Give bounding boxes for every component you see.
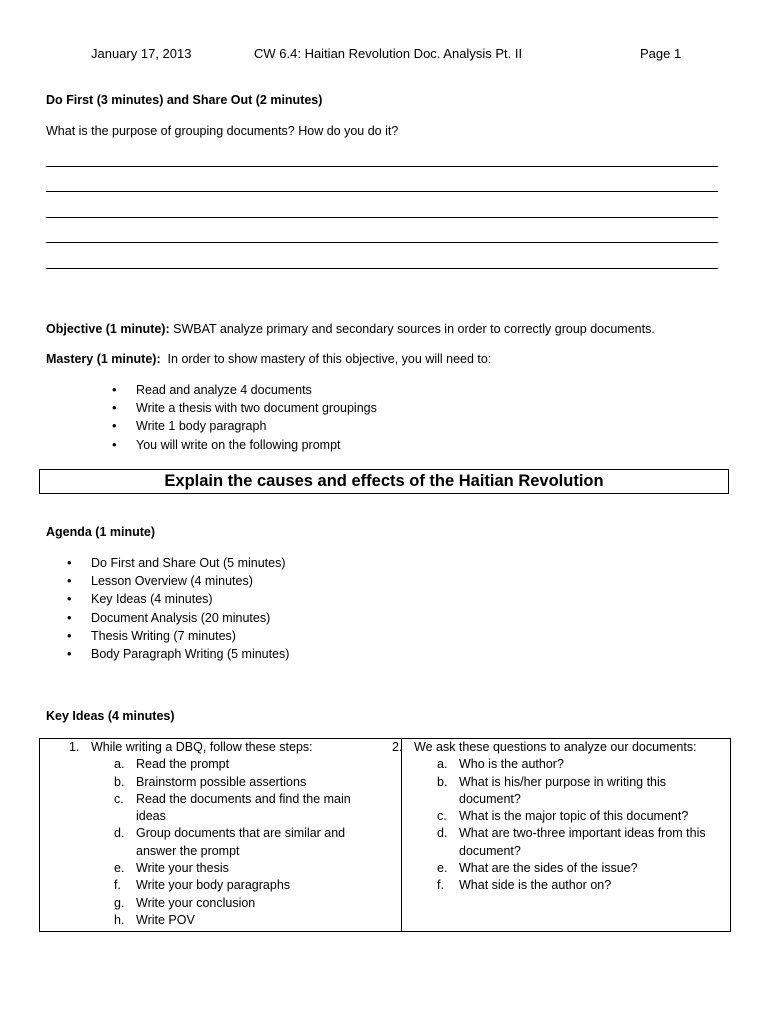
list-item: • Body Paragraph Writing (5 minutes) [91,645,289,663]
right-cell-number: 2. [392,740,403,754]
objective-text: SWBAT analyze primary and secondary sources in order to correctly group documents. [169,322,655,336]
list-item: d. Group documents that are similar and answer the prompt [114,826,346,858]
answer-line-1[interactable] [46,166,718,167]
list-item: d. What are two-three important ideas from this document? [437,826,706,858]
mastery [46,352,491,366]
prompt-box [39,469,729,494]
list-item: • Document Analysis (20 minutes) [91,609,289,627]
list-item: b. What is his/her purpose in writing this document? [437,774,667,806]
list-item: h. Write POV [114,912,195,927]
left-cell-title [69,739,391,756]
list-item: • Write a thesis with two document groupings [136,399,377,417]
do-first-heading: Do First (3 minutes) and Share Out (2 minutes) [46,93,323,107]
list-item: c. Read the documents and find the main ideas [114,791,351,824]
left-cell-number: 1. [69,740,80,754]
dbq-steps-list [114,756,366,929]
prompt-text: Explain the causes and effects of the Haitian Revolution [164,472,604,490]
list-item: • Key Ideas (4 minutes) [91,590,289,608]
objective-label: Objective (1 minute): [46,322,170,336]
list-item: c. What is the major topic of this document? [437,809,689,824]
key-ideas-right-cell [392,739,724,895]
key-ideas-table [39,738,731,932]
list-item: • Read and analyze 4 documents [136,381,377,399]
header-page-number: Page 1 [640,46,682,61]
list-item: • Write 1 body paragraph [136,417,377,435]
list-item: • Thesis Writing (7 minutes) [91,627,289,645]
list-item: b. Brainstorm possible assertions [114,774,307,789]
list-item: e. Write your thesis [114,861,229,876]
table-divider [401,739,402,931]
mastery-list [136,381,377,454]
answer-line-4[interactable] [46,242,718,243]
analysis-questions-list [437,756,727,894]
list-item: • Lesson Overview (4 minutes) [91,572,289,590]
answer-line-2[interactable] [46,191,718,192]
key-ideas-left-cell [69,739,391,929]
mastery-text: In order to show mastery of this objective, you will need to: [160,352,492,366]
right-cell-title-text: We ask these questions to analyze our documents: [414,740,697,754]
header-title: CW 6.4: Haitian Revolution Doc. Analysis Pt. II [254,46,523,61]
list-item: f. Write your body paragraphs [114,878,291,893]
list-item: g. Write your conclusion [114,895,256,910]
answer-line-3[interactable] [46,217,718,218]
mastery-label: Mastery (1 minute): [46,352,161,366]
agenda-list [91,554,289,663]
key-ideas-heading: Key Ideas (4 minutes) [46,709,175,723]
list-item: e. What are the sides of the issue? [437,861,638,876]
do-first-question: What is the purpose of grouping documents? How do you do it? [46,124,399,138]
list-item: a. Read the prompt [114,757,230,772]
header-date: January 17, 2013 [91,46,192,61]
answer-line-5[interactable] [46,268,718,269]
agenda-heading: Agenda (1 minute) [46,525,156,539]
list-item: • Do First and Share Out (5 minutes) [91,554,289,572]
list-item: a. Who is the author? [437,757,564,772]
list-item: • You will write on the following prompt [136,436,377,454]
left-cell-title-text: While writing a DBQ, follow these steps: [91,740,313,754]
right-cell-title [392,739,724,756]
list-item: f. What side is the author on? [437,878,612,893]
objective [46,322,655,336]
